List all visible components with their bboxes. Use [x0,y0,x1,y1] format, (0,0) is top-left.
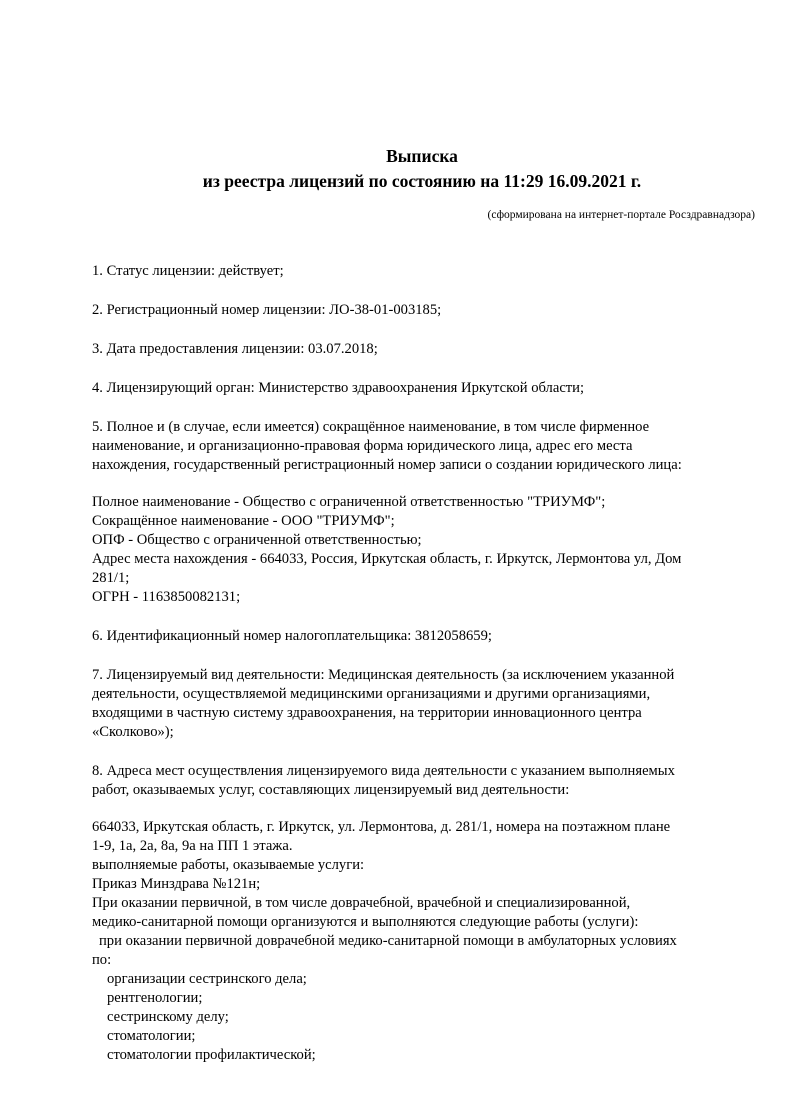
activity-address-block [92,818,742,1065]
item-5-line: 5. Полное и (в случае, если имеется) сокращённое наименование, в том числе фирменное [92,419,650,435]
order-reference: Приказ Минздрава №121н; [92,876,261,892]
care-description: медико-санитарной помощи организуются и выполняются следующие работы (услуги): [92,914,639,930]
item-7-line: входящими в частную систему здравоохранения, на территории инновационного центра [92,705,642,721]
item-8-line: работ, оказываемых услуг, составляющих лицензируемый вид деятельности: [92,782,570,798]
title-line-2: из реестра лицензий по состоянию на 11:29 16.09.2021 г. [202,171,642,191]
registration-number: 2. Регистрационный номер лицензии: ЛО-38-01-003185; [92,302,442,318]
document-body [92,262,742,1065]
works-label: выполняемые работы, оказываемые услуги: [92,857,365,873]
care-description: При оказании первичной, в том числе доврачебной, врачебной и специализированной, [92,895,631,911]
organization-details [92,493,742,607]
item-7-line: 7. Лицензируемый вид деятельности: Медицинская деятельность (за исключением указанной [92,667,675,683]
legal-address: Адрес места нахождения - 664033, Россия, Иркутская область, г. Иркутск, Лермонтова ул, Дом [92,551,682,567]
full-name: Полное наименование - Общество с ограниченной ответственностью "ТРИУМФ"; [92,494,606,510]
item-5-heading [92,418,742,475]
issue-date: 3. Дата предоставления лицензии: 03.07.2018; [92,341,378,357]
sub-heading: при оказании первичной доврачебной медико-санитарной помощи в амбулаторных условиях [99,933,677,949]
item-7-line: деятельности, осуществляемой медицинскими организациями и другими организациями, [92,686,651,702]
ogrn: ОГРН - 1163850082131; [92,589,241,605]
legal-form: ОПФ - Общество с ограниченной ответственностью; [92,532,422,548]
item-7-activity [92,666,742,742]
item-7-line: «Сколково»); [92,724,174,740]
service-item: стоматологии; [107,1028,196,1044]
item-8-line: 8. Адреса мест осуществления лицензируемого вида деятельности с указанием выполняемых [92,763,675,779]
document-subtitle: (сформирована на интернет-портале Росздравнадзора) [487,209,755,221]
item-5-line: наименование, и организационно-правовая форма юридического лица, адрес его места [92,438,633,454]
item-8-heading [92,762,742,800]
taxpayer-id: 6. Идентификационный номер налогоплательщика: 3812058659; [92,628,492,644]
licensing-authority: 4. Лицензирующий орган: Министерство здравоохранения Иркутской области; [92,380,585,396]
service-item: рентгенологии; [107,990,203,1006]
service-item: организации сестринского дела; [107,971,307,987]
sub-heading-cont: по: [92,952,112,968]
service-item: стоматологии профилактической; [107,1047,316,1063]
short-name: Сокращённое наименование - ООО "ТРИУМФ"; [92,513,395,529]
address-line: 664033, Иркутская область, г. Иркутск, ул. Лермонтова, д. 281/1, номера на поэтажном плане [92,819,671,835]
legal-address-cont: 281/1; [92,570,130,586]
license-status: 1. Статус лицензии: действует; [92,263,284,279]
service-item: сестринскому делу; [107,1009,229,1025]
title-line-1: Выписка [386,146,458,166]
address-line: 1-9, 1а, 2а, 8а, 9а на ПП 1 этажа. [92,838,293,854]
item-5-line: нахождения, государственный регистрационный номер записи о создании юридического лица: [92,457,682,473]
document-title [0,144,789,194]
